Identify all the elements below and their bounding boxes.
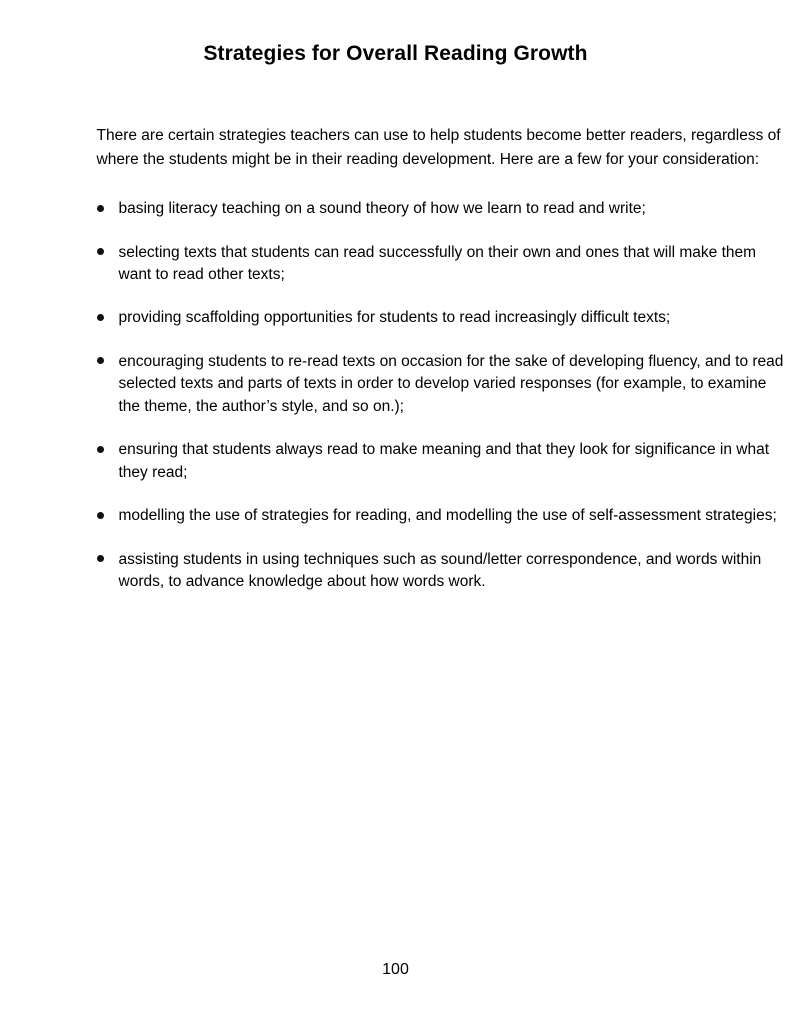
list-item-text: selecting texts that students can read successfully on their own and ones that will make them want to read other texts;	[118, 243, 757, 283]
list-item	[97, 351, 791, 418]
bullet-dot-icon	[97, 205, 104, 212]
list-item-text: ensuring that students always read to make meaning and that they look for significance in what they read;	[118, 441, 770, 481]
list-item	[97, 505, 791, 527]
bullet-dot-icon	[97, 248, 104, 255]
list-item	[97, 198, 791, 220]
list-item-text: providing scaffolding opportunities for students to read increasingly difficult texts;	[118, 309, 671, 327]
list-item	[97, 242, 791, 287]
bullet-dot-icon	[97, 314, 104, 321]
intro-paragraph: There are certain strategies teachers can use to help students become better readers, regardless of where the students might be in their reading development. Here are a few for your consideration:	[96, 127, 781, 169]
list-item-text: modelling the use of strategies for reading, and modelling the use of self-assessment strategies;	[118, 507, 777, 525]
strategies-list	[97, 198, 784, 594]
bullet-dot-icon	[97, 357, 104, 364]
document-body	[50, 124, 784, 594]
list-item-text: basing literacy teaching on a sound theory of how we learn to read and write;	[118, 200, 646, 218]
page-title: Strategies for Overall Reading Growth	[203, 42, 588, 65]
bullet-dot-icon	[97, 555, 104, 562]
list-item-text: encouraging students to re-read texts on occasion for the sake of developing fluency, and to read selected texts and parts of texts in order to develop varied responses (for example, to examine the theme, the author’s style, and so on.);	[118, 352, 784, 415]
list-item	[97, 307, 791, 329]
bullet-dot-icon	[97, 446, 104, 453]
list-item-text: assisting students in using techniques such as sound/letter correspondence, and words within words, to advance knowledge about how words work.	[118, 550, 762, 591]
list-item	[97, 549, 791, 594]
bullet-dot-icon	[97, 512, 104, 519]
page-number: 100	[382, 961, 409, 978]
list-item	[97, 439, 791, 484]
